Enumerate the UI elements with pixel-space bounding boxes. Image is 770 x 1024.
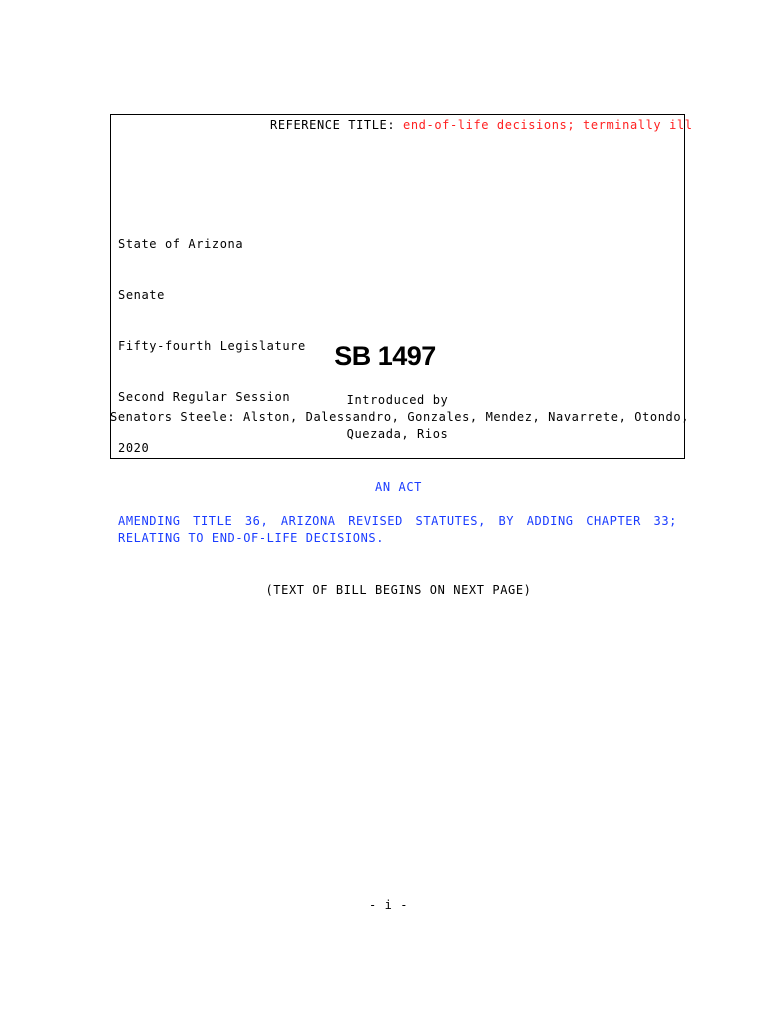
- act-word: ARIZONA: [280, 514, 336, 528]
- text-begins-note: (TEXT OF BILL BEGINS ON NEXT PAGE): [265, 583, 532, 597]
- act-word: CHAPTER: [586, 514, 641, 528]
- act-word: STATUTES,: [415, 514, 486, 528]
- act-description-line-2: RELATING TO END-OF-LIFE DECISIONS.: [118, 531, 385, 545]
- act-word: TITLE: [193, 514, 233, 528]
- sponsors-line-1: Senators Steele: Alston, Dalessandro, Gonzales, Mendez, Navarrete, Otondo,: [110, 410, 690, 424]
- session-name: Second Regular Session: [118, 390, 291, 404]
- act-word: 33;: [653, 514, 677, 528]
- sponsors-line-2: Quezada, Rios: [346, 427, 449, 441]
- state-name: State of Arizona: [118, 237, 244, 251]
- session-year: 2020: [118, 441, 150, 455]
- act-description-line-1: [118, 513, 677, 530]
- act-word: 36,: [244, 514, 269, 528]
- reference-title-label: REFERENCE TITLE:: [270, 118, 404, 132]
- act-word: ADDING: [526, 514, 574, 528]
- act-heading: AN ACT: [375, 480, 422, 494]
- act-word: AMENDING: [118, 514, 181, 528]
- page-number: - i -: [368, 898, 409, 912]
- legislature-name: Fifty-fourth Legislature: [118, 339, 306, 353]
- act-word: REVISED: [348, 514, 403, 528]
- act-word: BY: [498, 514, 515, 528]
- bill-number: SB 1497: [334, 341, 436, 371]
- introduced-by-label: Introduced by: [346, 393, 449, 407]
- reference-title-value: end-of-life decisions; terminally ill: [403, 118, 693, 132]
- reference-title: [270, 117, 693, 134]
- chamber-name: Senate: [118, 288, 165, 302]
